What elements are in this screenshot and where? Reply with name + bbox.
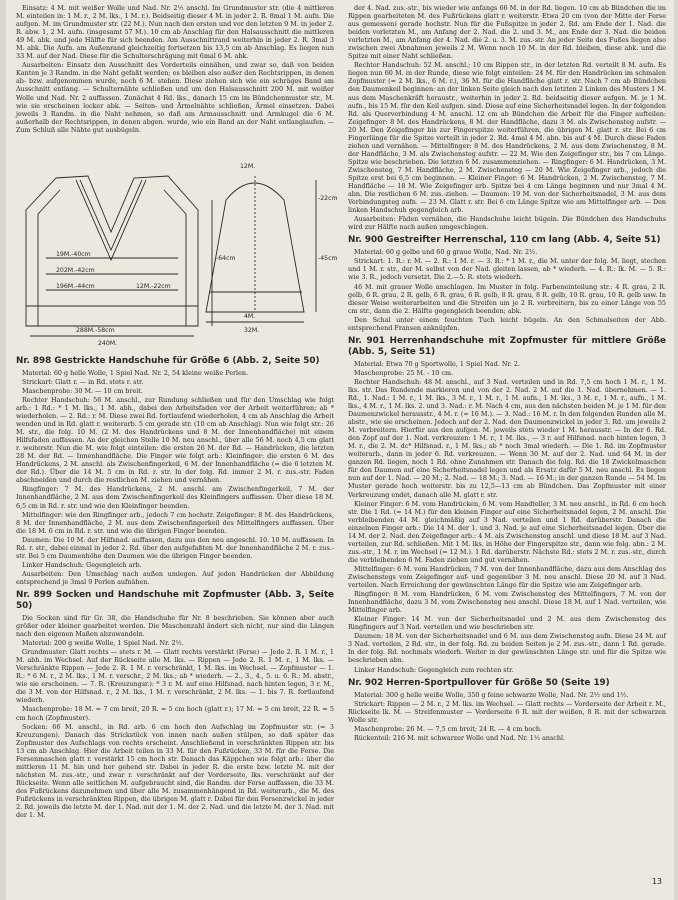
dim-label-12: -64cm: [216, 254, 236, 262]
sweater-schematic-svg: [16, 140, 338, 352]
dim-label-9: 32M.: [244, 326, 260, 334]
section-901-title: Nr. 901 Herrenhandschuhe mit Zopfmuster für mittlere Größe (Abb. 5, Seite 51): [348, 335, 666, 357]
right-column: [348, 4, 666, 743]
section-900-paragraph-1: Material: 60 g gelbe und 60 g graue Wolle, Nad. Nr. 2½.: [354, 248, 538, 257]
dim-label-4: 12M.-22cm: [136, 282, 171, 290]
intro-paragraph-2: Ausarbeiten: Einsatz den Ausschnitt des Vorderteils einnähen, und zwar so, daß von beiden Kanten je 3 Randm. in die Naht gefaßt werden; es bleiben also außer den Rechtsrippen, in denen ab- bzw. aufgenommen wurde, noch 6 M. stehen. Diese ziehen sich wie ein schräges Band am Ausschnitt entlang. — Schulternähte schließen und um den Halsausschnitt 200 M. mit weißer Wolle und Nad. Nr. 2 auffassen. Zunächst 4 Rd. lks., danach 15 cm im Bündchenmuster str., M. wie sie erscheinen locker abk. — Seiten- und Ärmelnähte schließen, Ärmel einsetzen. Dabei jeweils 3 Randm. in die Naht nehmen, so daß am Armausschnitt und Armkugel die 6 M. außerhalb der Rechtsrippen, in denen abgen. wurde, wie ein Band an der Naht entlanglaufen. — Zum Schluß alle Nähte gut ausbügeln.: [16, 61, 334, 134]
section-899-paragraph-1: Die Socken sind für Gr. 38, die Handschuhe für Nr. 8 beschrieben. Sie können aber auch größer oder kleiner gearbeitet werden. Die Maschenzahl ändert sich nicht, nur sind die Längen nach den eigenen Maßen abzuwandeln.: [16, 613, 334, 639]
section-898-paragraph-6: Mittelfinger: wie den Ringfinger arb., jedoch 7 cm hochstr. Zeigefinger: 8 M. des Handrückens, 8 M. der Innenhandfläche, 2 M. aus dem Zwischenfingerkeil des Mittelfingers auffassen. Über die 18 M. 6 cm in Rd. r. str. und wie die übrigen Finger beenden.: [16, 510, 334, 535]
section-902-paragraph-1: Material: 300 g helle weiße Wolle, 350 g feine schwarze Wolle, Nad. Nr. 2½ und 1½.: [354, 690, 629, 699]
section-898-title: Nr. 898 Gestrickte Handschuhe für Größe 6 (Abb. 2, Seite 50): [16, 355, 320, 366]
dim-label-1: 19M.-40cm: [56, 250, 91, 258]
section-898-paragraph-5: Ringfinger: 7 M. des Handrückens, 2 M. anschl. am Zwischenfingerkeil, 7 M. der Innenhandfläche, 2 M. aus dem Zwischenfingerkeil des Kleinfingers auffassen. Über diese 18 M. 6,5 cm in Rd. r. str. und wie den Kleinfinger beenden.: [16, 485, 334, 510]
page-number: 13: [651, 877, 662, 886]
section-900-title: Nr. 900 Gestreifter Herrenschal, 110 cm lang (Abb. 4, Seite 51): [348, 235, 661, 246]
section-901-paragraph-5: Mittelfinger: 6 M. vom Handrücken, 7 M. von der Innenhandfläche, dazu aus dem Anschlag des Zwischenstegs vom Zeigefinger auf- und gegenüber 3 M. neu anschl. Diese 20 M. auf 3 Nad. verteilen. Nach Erreichung der gewünschten Länge für die Spitze wie am Zeigefinger arb.: [348, 564, 666, 590]
v-insert-inner: [80, 180, 142, 250]
section-901-paragraph-4: Kleiner Finger: 6 M. vom Handrücken, 6 M. vom Handteller, 3 M. neu anschl., in Rd. 6 cm hoch str. Die 1 Rd. (= 14 M.) für den kleinen Finger auf eine Sicherheitsnadel legen, 2 M. anschl. Die verbleibenden 44 M. gleichmäßig auf 3 Nad. verteilen und 1 Rd. darüberstr. Danach die einzelnen Finger arb.: Die 14 M. der 1. und 3. Nad. je auf eine Sicherheitsnadel legen. Über die 14 M. der 2. Nad. den Zeigefinger arb.: 4 M. als Zwischensteg anschl. und diese 18 M. auf 3 Nad. verteilen, zur Rd. schließen. Mit 1 M. lks. in Höhe der Fingerspitze str., dann wie folg. abn.: 2 M. zus.-str., 1 M. r. im Wechsel (= 12 M.). 1 Rd. darüberstr. Nächste Rd.: stets 2 M. r. zus.-str., durch die verbleibenden 6 M. Faden ziehen und gut vernähen.: [348, 499, 666, 564]
section-901-paragraph-2: Maschenprobe: 25 M. - 10 cm.: [354, 368, 454, 377]
right-top-paragraph-2: Rechter Handschuh: 52 M. anschl.; 10 cm Rippen str., in der letzten Rd. verteilt 8 M. aufn. Es liegen nun 60 M. in der Runde, diese wie folgt einteilen: 24 M. für den Handrücken im schmalen Zopfmuster (= 2 M. lks., 6 M. r.), 36 M. für die Handfläche glatt r. str. Nach 7 cm ab Bündchen den Daumenkeil beginnen: an der linken Seite gleich nach den letzten 2 Linken des Musters 1 M. aus dem Maschenkräft heraustr., weiterhin in jeder 2. Rd. beidseitig dieser aufgen. M. je 1 M. aufn., bis 15 M. für den Keil aufgen. sind. Diese auf eine Sicherheitsnadel legen. In der folgenden Rd. als Querverbindung 4 M. anschl. 12 cm ab Bündchen die Arbeit für die Finger aufteilen: Zeigefinger: 8 M. des Handrückens, 8 M. der Handfläche, dazu 3 M. als Zwischensteg aufstr. — 20 M. Den Zeigefinger bis zur Fingerspitze weiterführen, die übrigen M. glatt r. str. Bei 6 cm Fingerlänge für die Spitze verteilt in jeder 2. Rd. 4mal 4 M. abn. bis auf 4 M. Durch diese Faden ziehen und vernähen. — Mittelfinger: 8 M. des Handrückens, 2 M. aus dem Zwischensteg, 8 M. der Handfläche, 3 M. als Zwischensteg aufstr. — 22 M. Wie den Zeigefinger str., bis 7 cm Länge. Spitze wie beschrieben. Die letzten 6 M. zusammenziehen. — Ringfinger: 6 M. Handrücken, 3 M. Zwischensteg, 7 M. Handfläche, 2 M. Zwischensteg — 20 M. Wie Zeigefinger arb., jedoch die Spitze erst bei 6,5 cm beginnen. — Kleiner Finger: 6 M. Handrücken, 2 M. Zwischensteg, 7 M. Handfläche — 18 M. Wie Zeigefinger arb. Spitze bei 4 cm Länge beginnen und nur 3mal 4 M. abn. Die restlichen 6 M. zus.-ziehen. — Daumen: 19 M. von der Sicherheitsnadel, 3 M. aus dem Verbindungsteg aufn. — 23 M. Glatt r. str. Bei 6 cm Länge Spitze wie am Mittelfinger arb. — Den linken Handschuh gegengleich arb.: [348, 61, 666, 215]
section-899-paragraph-2: Material: 200 g weiße Wolle, 1 Spiel Nad. Nr. 2½.: [22, 639, 184, 648]
sweater-schematic-diagram: [16, 140, 338, 352]
section-899-title: Nr. 899 Socken und Handschuhe mit Zopfmuster (Abb. 3, Seite 50): [16, 589, 334, 611]
section-898-paragraph-8: Linker Handschuh: Gegengleich arb.: [22, 560, 142, 569]
section-900-paragraph-3: 46 M. mit grauer Wolle anschlagen. Im Muster in folg. Farbeneinteilung str.: 4 R. grau, 2 R. gelb, 6 R. grau, 2 R. gelb, 6 R. grau, 6 R. gelb, 8 R. grau, 8 R. gelb, 10 R. grau, 10 R. gelb usw. In dieser Weise weiterarbeiten und die Streifen um je 2 R. verbreitern, bis zu einer Länge von 55 cm str., dann die 2. Hälfte gegengleich beenden; abk.: [348, 282, 666, 315]
section-900-paragraph-2: Strickart: 1. R.: r. M. — 2. R.: 1 M. r. — 3. R.: * 1 M. r., die M. unter der folg. M. liegt, stechen und 1 M. r. str., der M. selbst von der Nad. gleiten lassen, ab * wiederh. — 4. R.: lk. M. — 5. R.: wie 3. R., jedoch versetzt. Die 2.—5. R. stets wiederh.: [348, 257, 666, 282]
section-901-paragraph-6: Ringfinger: 8 M. vom Handrücken, 6 M. vom Zwischensteg des Mittelfingers, 7 M. von der Innenhandfläche, dazu 3 M. vom Zwischensteg neu anschl. Diese 18 M. auf 1 Nad. verteilen, wie Mittelfinger arb.: [348, 590, 666, 615]
dim-label-8: 4M.: [244, 312, 256, 320]
section-902-paragraph-3: Maschenprobe: 26 M. — 7,5 cm breit; 24 R. — 4 cm hoch.: [354, 724, 542, 733]
section-901-paragraph-1: Material: Etwa 70 g Sportwolle, 1 Spiel Nad. Nr. 2.: [354, 359, 520, 368]
section-898-paragraph-2: Strickart: Glatt r. — in Rd. stets r. str.: [22, 377, 144, 386]
section-900-paragraph-4: Den Schal unter einem feuchten Tuch leicht bügeln. An den Schmalseiten der Abb. entsprechend Fransen anknüpfen.: [348, 315, 666, 332]
section-902-paragraph-4: Rückenteil: 216 M. mit schwarzer Wolle und Nad. Nr. 1½ anschl.: [354, 733, 566, 742]
intro-paragraph-1: Einsatz: 4 M. mit weißer Wolle und Nad. Nr. 2½ anschl. Im Grundmuster str. (die 4 mittleren M. einteilen in: 1 M. r., 2 M. lks., 1 M. r.). Beidseitig dieser 4 M. in jeder 2. R. 8mal 1 M. aufn. Die aufgen. M. im Grundmuster str. (22 M.). Nun nach den ersten und vor den letzten 9 M. in jeder 2. R. abw. 1, 2 M. aufn. (insgesamt 57 M.). 10 cm ab Anschlag für den Halsausschnitt die mittleren 49 M. abk. und jede Hälfte für sich beenden. Am Ausschnittrand weiterhin in jeder 2. R. 3mal 3 M. abk. Die Aufn. am Außenrand gleichzeitig fortsetzen bis 13,5 cm ab Anschlag. Es liegen nun 33 M. auf der Nad. Diese für die Schulterschrägung mit 6mal 6 M. abk.: [16, 4, 334, 61]
section-898-paragraph-3: Maschenprobe: 30 M. — 10 cm breit.: [22, 386, 143, 395]
dim-label-3: 196M.-44cm: [56, 282, 95, 290]
right-top-paragraph-3: Ausarbeiten: Fäden vernähen, die Handschuhe leicht bügeln. Die Bündchen des Handschuhs wird zur Hälfte nach außen umgeschlagen.: [348, 215, 666, 232]
section-901-paragraph-9: Linker Handschuh: Gegengleich zum rechten str.: [354, 665, 514, 674]
dim-label-2: 202M.-42cm: [56, 266, 95, 274]
section-901-paragraph-8: Daumen: 18 M. von der Sicherheitsnadel und 6 M. aus dem Zwischensteg aufn. Diese 24 M. auf 3 Nad. verteilen, 2 Rd. str., in der folg. Rd. zu beiden Seiten je 2 M. zus.-str., dann 1 Rd. gerade. In der folg. Rd. nochmals wiederh. Weiter in der gewünschten Länge str. und für die Spitze wie beschrieben abn.: [348, 632, 666, 665]
dim-label-11: -45cm: [318, 254, 338, 262]
v-insert-outline: [76, 180, 146, 260]
section-898-paragraph-4: Rechter Handschuh: 56 M. anschl., zur Rundung schließen und für den Umschlag wie folgt arb.: 1 Rd.: * 1 M. lks., 1 M. abh., dabei den Arbeitsfaden vor der Arbeit weiterführen; ab * wiederholen. — 2. Rd.: r. M. Diese zwei Rd. fortlaufend wiederholen, 4 cm ab Anschlag die Arbeit wenden und in Rd. glatt r. weiterarb. 5 cm gerade str. (10 cm ab Anschlag). Nun wie folgt str.: 26 M. str., die folg. 10 M. (2 M. des Handrückens und 8 M. der Innenhandfläche) mit einem Hilfsfaden auffassen. An der gleichen Stelle 10 M. neu anschl., über alle 56 M. noch 4,5 cm glatt r. weiterstr. Nun die M. wie folgt einteilen: die ersten 26 M. der Rd. — Handrücken, die letzten 28 M. der Rd. — Innenhandfläche. Die Finger wie folgt arb.: Kleinfinger: die ersten 6 M. des Handrückens, 2 M. anschl. als Zwischenfingerkeil, 6 M. der Innenhandfläche (= die 6 letzten M. der Rd.). Über die 14 M. 5 cm in Rd. r. str. In der folg. Rd. immer 2 M. r. zus.-str. Faden abschneiden und durch die restlichen M. ziehen und vernähen.: [16, 395, 334, 485]
section-898-paragraph-7: Daumen: Die 10 M. der Hilfsnad. auffassen, dazu aus den neu angeschl. 10. 10 M. auffassen. In Rd. r. str., dabei einmal in jeder 2. Rd. über den aufgefaßten M. der Innenhandfläche 2 M. r. zus.-str. Bei 5 cm Daumenhöhe den Daumen wie die übrigen Finger beenden.: [16, 535, 334, 560]
section-898-paragraph-1: Material: 60 g helle Wolle, 1 Spiel Nad. Nr. 2, 54 kleine weiße Perlen.: [22, 368, 249, 377]
section-899-paragraph-4: Maschenprobe: 18 M. = 7 cm breit, 20 R. = 5 cm hoch (glatt r.); 17 M. = 5 cm breit, 22 R. = 5 cm hoch (Zopfmuster).: [16, 705, 334, 722]
dim-label-5: 288M.-58cm: [76, 326, 115, 334]
section-899-paragraph-5: Socken: 66 M. anschl., in Rd. arb. 6 cm hoch den Aufschlag im Zopfmuster str. (= 3 Kreuzungen). Danach das Strickstück von innen nach außen stülpen, so daß später das Zopfmuster des Aufschlags von rechts erscheint. Anschließend in verschränkten Rippen str. bis 13 cm ab Anschlag. Hier die Arbeit teilen in 33 M. für den Fußrücken, 33 M. für die Ferse. Die Fersenmaschen glatt r. verstärkt 15 cm hoch str. Danach das Käppchen wie folgt arb.: über die mittleren 11 M. hin und her gehend str. Dabei in jeder R. die erste bzw. letzte M. mit der nächsten M. zus.-str., und zwar r. verschränkt auf der Vorderseite, lks. verschränkt auf der Rückseite. Wenn alle seitlichen M. aufgebraucht sind, die Randm. der Ferse auffassen, die 33 M. des Fußrückens dazunehmen und über alle M. zusammenhängend in Rd. weiterarb., die M. des Fußrückens in verschränkten Rippen, die übrigen M. glatt r. Dabei für den Fersenzwickel in jeder 2. Rd. jeweils die letzte M. der 1. Nad. mit der 1. M. der 2. Nad. und die letzte M. der 3. Nad. mit der 1. M.: [16, 722, 334, 820]
dim-label-6: 240M.: [98, 339, 118, 347]
right-top-paragraph-1: der 4. Nad. zus.-str., bis wieder wie anfangs 66 M. in der Rd. liegen. 10 cm ab Bündchen die im Rippen gearbeiteten M. des Fußrückens glatt r. weiterstr. Etwa 20 cm (von der Mitte der Ferse aus gemessen) gerade hochstr. Nun für die Fußspitze in jeder 2. Rd. am Ende der 1. Nad. die beiden vorletzten M., am Anfang der 2. Nad. die 2. und 3. M., am Ende der 3. Nad. die beiden vorletzten M., am Anfang der 4. Nad. die 2. u. 3. M. zus.-str. An jeder Seite des Fußes liegen also zwischen zwei Abnahmen jeweils 2 M. Wenn noch 10 M. in der Rd. bleiben, diese abk. und die Spitze mit einer Naht schließen.: [348, 4, 666, 61]
dim-label-10: -22cm: [318, 194, 338, 202]
section-899-paragraph-3: Grundmuster: Glatt rechts — stets r. M. — Glatt rechts verstärkt (Ferse) — Jede 2. R. 1 M. r., 1 M. abh. im Wechsel. Auf der Rückseite alle M. lks. — Rippen — Jede 2. R. 1 M. r., 1 M. lks. — Verschränkte Rippen — Jede 2. R. 1 M. r. verschränkt, 1 M. lks. im Wechsel. — Zopfmuster — 1. R.: * 6 M. r., 2 M. lks., 1 M. r. verschr., 2 M. lks.; ab * wiederh. — 2., 3., 4., 5. u. 6. R.: M. abstr., wie sie erscheinen. — 7. R. (Kreuzungsr.): * 3 r. M. auf eine Hilfsnad. nach hinten legen, 3 r. M., die 3 M. von der Hilfsnad. r., 2 M. lks., 1 M. r. verschränkt, 2 M. lks. — 1. bis 7. R. fortlaufend wiederh.: [16, 648, 334, 705]
section-901-paragraph-7: Kleiner Finger: 14 M. von der Sicherheitsnadel und 2 M. aus dem Zwischensteg des Ringfingers auf 3 Nad. verteilen und wie beschrieben str.: [348, 615, 666, 632]
section-898-paragraph-9: Ausarbeiten: Den Umschlag nach außen umlegen. Auf jeden Handrücken der Abbildung entsprechend je 3mal 9 Perlen aufnähen.: [16, 569, 334, 586]
left-column: [16, 4, 338, 820]
magazine-page: [6, 0, 674, 900]
section-902-paragraph-2: Strickart: Rippen — 2 M. r., 2 M. lks. im Wechsel. — Glatt rechts — Vorderseite der Arbeit r. M., Rückseite lk. M. — Streifenmuster — Vorderseite 6 R. mit der weißen, 8 R. mit der schwarzen Wolle str.: [348, 699, 666, 724]
section-902-title: Nr. 902 Herren-Sportpullover für Größe 50 (Seite 19): [348, 677, 610, 688]
section-901-paragraph-3: Rechter Handschuh: 48 M. anschl., auf 3 Nad. verteilen und in Rd. 7,5 cm hoch 1 M. r., 1 M. lks. str. Das Rundende markieren und von der 2. Nad. 2 M. auf die 1. Nad. übernehmen. — 1. Rd., 1. Nad.: 1 M. r., 1 M. lks., 3 M. r., 1 M. r., 1 M. aufn., 1 M. lks., 3 M. r., 1 M. r., aufn., 1 M. lks., 4 M. r., 1 M. lks. 2. und 3. Nad.: r. M. Nach 4 cm, aus den nächsten beiden M. je 1 M. für den Daumenzwickel herausstr., 4 M. r. (= 16 M.). — 3. Nad.: 16 M. r. In den folgenden Runden alle M. abstr., wie sie erscheinen. Jedoch auf der 2. Nad. den Daumenzwickel in jeder 3. Rd. um jeweils 2 M. verbreitern. Hierfür aus den aufgen. M. jeweils stets wieder 1 M. herausstr. — In der 6. Rd. den Zopf auf der 1. Nad. verkreuzen: 1 M. r., 1 M. lks., — 3 r. auf Hilfsnad. nach hinten legen, 3 M. r., die 2. M. dc* Hilfsnad. r., 1 M. lks.; ab * noch 3mal wiederh. — Die 1. Rd. im Zopfmuster weiterarb., dann in jeder 6. Rd. verkreuzen. — Wenn 30 M. auf der 2. Nad. und 64 M. in der ganzen Rd. liegen, noch 1 Rd. ohne Zunahmen str. Danach die folg. Rd. die 18 Zwickelmaschen für den Daumen auf eine Sicherheitsnadel legen und als Ersatz dafür 5 M. neu anschl. Es liegen nun auf der 1. Nad. — 20 M.; 2. Nad. — 18 M.; 3. Nad. — 16 M.; in der ganzen Runde — 54 M. Im Muster gerade hoch weiterstr. bis zu 12,5—13 cm ab Bündchen. Das Zopfmuster mit einer Verkreuzung endet, danach alle M. glatt r. str.: [348, 377, 666, 499]
dim-label-7: 12M.: [240, 162, 256, 170]
